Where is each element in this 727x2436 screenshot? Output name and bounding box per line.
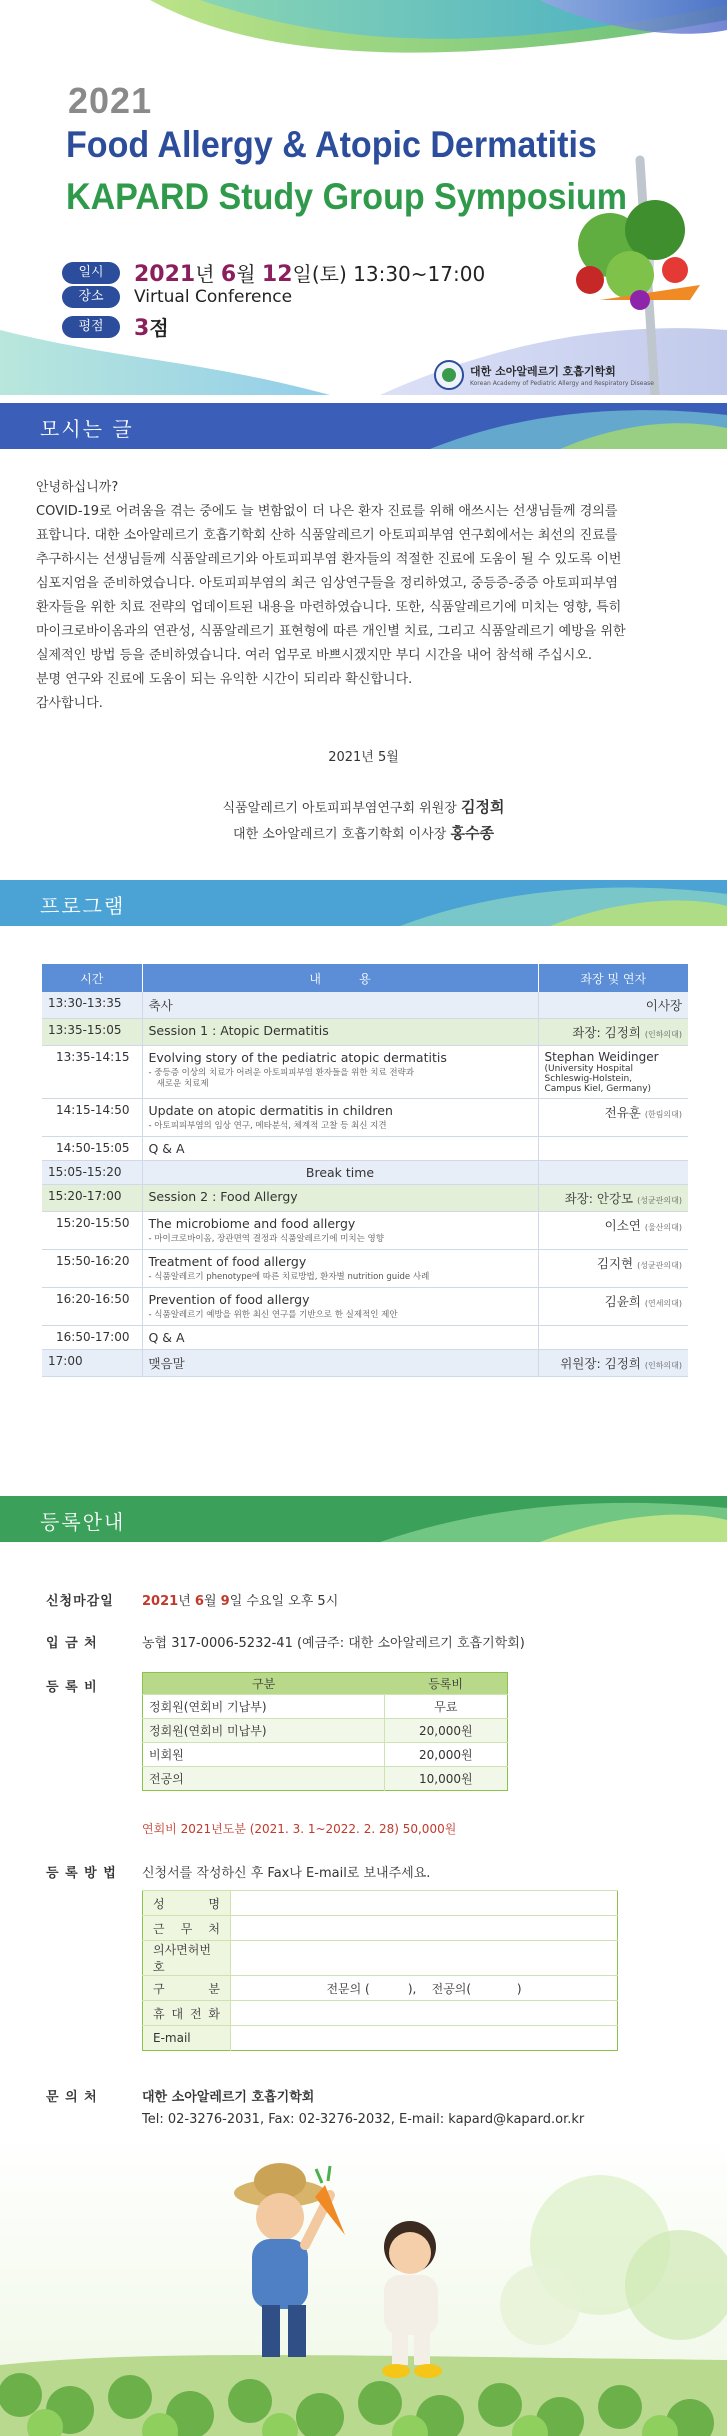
form-row-mobile: 휴 대 전 화: [143, 2001, 618, 2026]
table-row: 13:35-14:15 Evolving story of the pediatric atopic dermatitis - 중등증 이상의 치료가 어려운 아토피피부염 환자들을 위한 치료 전략과 새로운 치료제 Stephan Weidinger (University Hospital Schleswig-Holstein, Campus Kiel, Germany): [42, 1046, 688, 1099]
program-section-header: [0, 880, 727, 926]
venue-label: 장소: [62, 286, 120, 308]
letter-date: 2021년 5월: [328, 750, 399, 765]
table-row: 13:35-15:05 Session 1 : Atopic Dermatitis 좌장: 김정희 (인하의대): [42, 1019, 688, 1046]
fee-col-amount: 등록비: [384, 1673, 507, 1695]
closing: 감사합니다.: [36, 696, 103, 711]
form-row-category: 구 분 전문의 ( ), 전공의( ): [143, 1976, 618, 2001]
society-logo-icon: [434, 360, 464, 390]
method-value: 신청서를 작성하신 후 Fax나 E-mail로 보내주세요.: [142, 1866, 431, 1881]
table-row: 정회원(연회비 미납부) 20,000원: [143, 1719, 508, 1743]
table-row: 15:20-17:00 Session 2 : Food Allergy 좌장: 안강모 (성균관의대): [42, 1185, 688, 1212]
table-row: 15:20-15:50 The microbiome and food allergy - 마이크로바이옴, 장관면역 결정과 식품알레르기에 미치는 영향 이소연 (울산의대): [42, 1212, 688, 1250]
venue-value: Virtual Conference: [134, 287, 293, 307]
table-row: 13:30-13:35 축사 이사장: [42, 992, 688, 1019]
fee-label: 등 록 비: [46, 1680, 98, 1695]
info-date-row: [62, 258, 485, 287]
date-label: 일시: [62, 262, 120, 284]
contact-info: Tel: 02-3276-2031, Fax: 02-3276-2032, E-mail: kapard@kapard.or.kr: [142, 2112, 585, 2127]
program-title: 프로그램: [40, 894, 126, 918]
table-row: 15:50-16:20 Treatment of food allergy - 식품알레르기 phenotype에 따른 치료방법, 환자별 nutrition guide 사례 김지현 (성균관의대): [42, 1250, 688, 1288]
contact-label: 문 의 처: [46, 2090, 98, 2105]
credit-label: 평점: [62, 316, 120, 338]
program-table: [42, 964, 688, 1377]
organizer-name: 대한 소아알레르기 호흡기학회: [470, 365, 616, 378]
table-row: 정회원(연회비 기납부) 무료: [143, 1695, 508, 1719]
table-row: 비회원 20,000원: [143, 1743, 508, 1767]
account-value: 농협 317-0006-5232-41 (예금주: 대한 소아알레르기 호흡기학회): [142, 1636, 525, 1651]
form-row-name: 성 명: [143, 1891, 618, 1916]
organizer-english-name: Korean Academy of Pediatric Allergy and Respiratory Disease: [470, 380, 654, 387]
deadline-label: 신청마감일: [46, 1594, 114, 1609]
col-time: 시간: [42, 964, 142, 992]
registration-section-header: [0, 1496, 727, 1542]
date-value: 2021년 6월 12일(토) 13:30~17:00: [134, 262, 486, 287]
application-form: [142, 1890, 618, 2051]
form-row-license: 의사면허번호: [143, 1941, 618, 1976]
form-row-workplace: 근 무 처: [143, 1916, 618, 1941]
license-field[interactable]: [231, 1941, 618, 1976]
table-row: 17:00 맺음말 위원장: 김정희 (인하의대): [42, 1350, 688, 1377]
table-row: 15:05-15:20 Break time: [42, 1161, 688, 1185]
signature-president: 대한 소아알레르기 호흡기학회 이사장 홍수종: [233, 824, 494, 842]
hero-banner: [0, 0, 727, 395]
col-content: 내 용: [142, 964, 538, 992]
event-year: 2021: [68, 80, 153, 121]
table-row: 14:50-15:05 Q & A: [42, 1137, 688, 1161]
method-label: 등 록 방 법: [46, 1866, 117, 1881]
greeting-text: COVID-19로 어려움을 겪는 중에도 늘 변함없이 더 나은 환자 진료를 위해 애쓰시는 선생님들께 경의를 표합니다. 대한 소아알레르기 호흡기학회 산하 식품알레르기 아토피피부염 연구회에서는 최선의 진료를 추구하시는 선생님들께 식품알레르기와 아토피피부염 환자들의 적절한 진료에 도움이 될 수 있도록 이번 심포지엄을 준비하였습니다. 아토피피부염의 최근 임상연구들을 정리하였고, 중등증-중증 아토피피부염 환자들을 위한 치료 전략의 업데이트된 내용을 마련하였습니다. 또한, 식품알레르기에 미치는 영향, 특히 마이크로바이옴과의 연관성, 식품알레르기 표현형에 따른 개인별 치료, 그리고 식품알레르기 예방을 위한 실제적인 방법 등을 준비하였습니다. 여러 업무로 바쁘시겠지만 부디 시간을 내어 참석해 주십시오. 분명 연구와 진료에 도움이 되는 유익한 시간이 되리라 확신합니다.: [36, 504, 626, 687]
greeting-body: [36, 476, 696, 716]
children-garden-illustration: [0, 2135, 727, 2436]
col-chair: 좌장 및 연자: [538, 964, 688, 992]
table-row: 16:20-16:50 Prevention of food allergy - 식품알레르기 예방을 위한 최신 연구를 기반으로 한 실제적인 제안 김윤희 (연세의대): [42, 1288, 688, 1326]
organizer: [434, 360, 654, 390]
table-row: 14:15-14:50 Update on atopic dermatitis in children - 아토피피부염의 임상 연구, 메타분석, 체계적 고찰 등 최신 지견 전유훈 (한림의대): [42, 1099, 688, 1137]
signature-chair: 식품알레르기 아토피피부염연구회 위원장 김정희: [222, 798, 505, 816]
event-title-line2: KAPARD Study Group Symposium: [66, 176, 628, 217]
workplace-field[interactable]: [231, 1916, 618, 1941]
name-field[interactable]: [231, 1891, 618, 1916]
contact-org: 대한 소아알레르기 호흡기학회: [142, 2090, 315, 2105]
info-venue-row: [62, 286, 292, 308]
email-field[interactable]: [231, 2026, 618, 2051]
mobile-field[interactable]: [231, 2001, 618, 2026]
fee-table: [142, 1672, 508, 1791]
footer-illustration: [0, 2135, 727, 2436]
deadline-value: 2021년 6월 9일 수요일 오후 5시: [142, 1594, 339, 1609]
form-row-email: E-mail: [143, 2026, 618, 2051]
greeting-section-header: [0, 403, 727, 449]
credit-value: 3점: [134, 316, 169, 341]
registration-title: 등록안내: [40, 1510, 126, 1534]
event-title-line1: Food Allergy & Atopic Dermatitis: [66, 124, 597, 165]
info-credit-row: [62, 312, 169, 341]
greeting-title: 모시는 글: [40, 417, 134, 441]
fee-col-type: 구분: [143, 1673, 385, 1695]
table-row: 전공의 10,000원: [143, 1767, 508, 1791]
program-table-header: [42, 964, 688, 992]
annual-fee-note: 연회비 2021년도분 (2021. 3. 1~2022. 2. 28) 50,000원: [142, 1822, 457, 1836]
salutation: 안녕하십니까?: [36, 480, 119, 495]
table-row: 16:50-17:00 Q & A: [42, 1326, 688, 1350]
account-label: 입 금 처: [46, 1636, 98, 1651]
category-field[interactable]: 전문의 ( ), 전공의( ): [231, 1976, 618, 2001]
